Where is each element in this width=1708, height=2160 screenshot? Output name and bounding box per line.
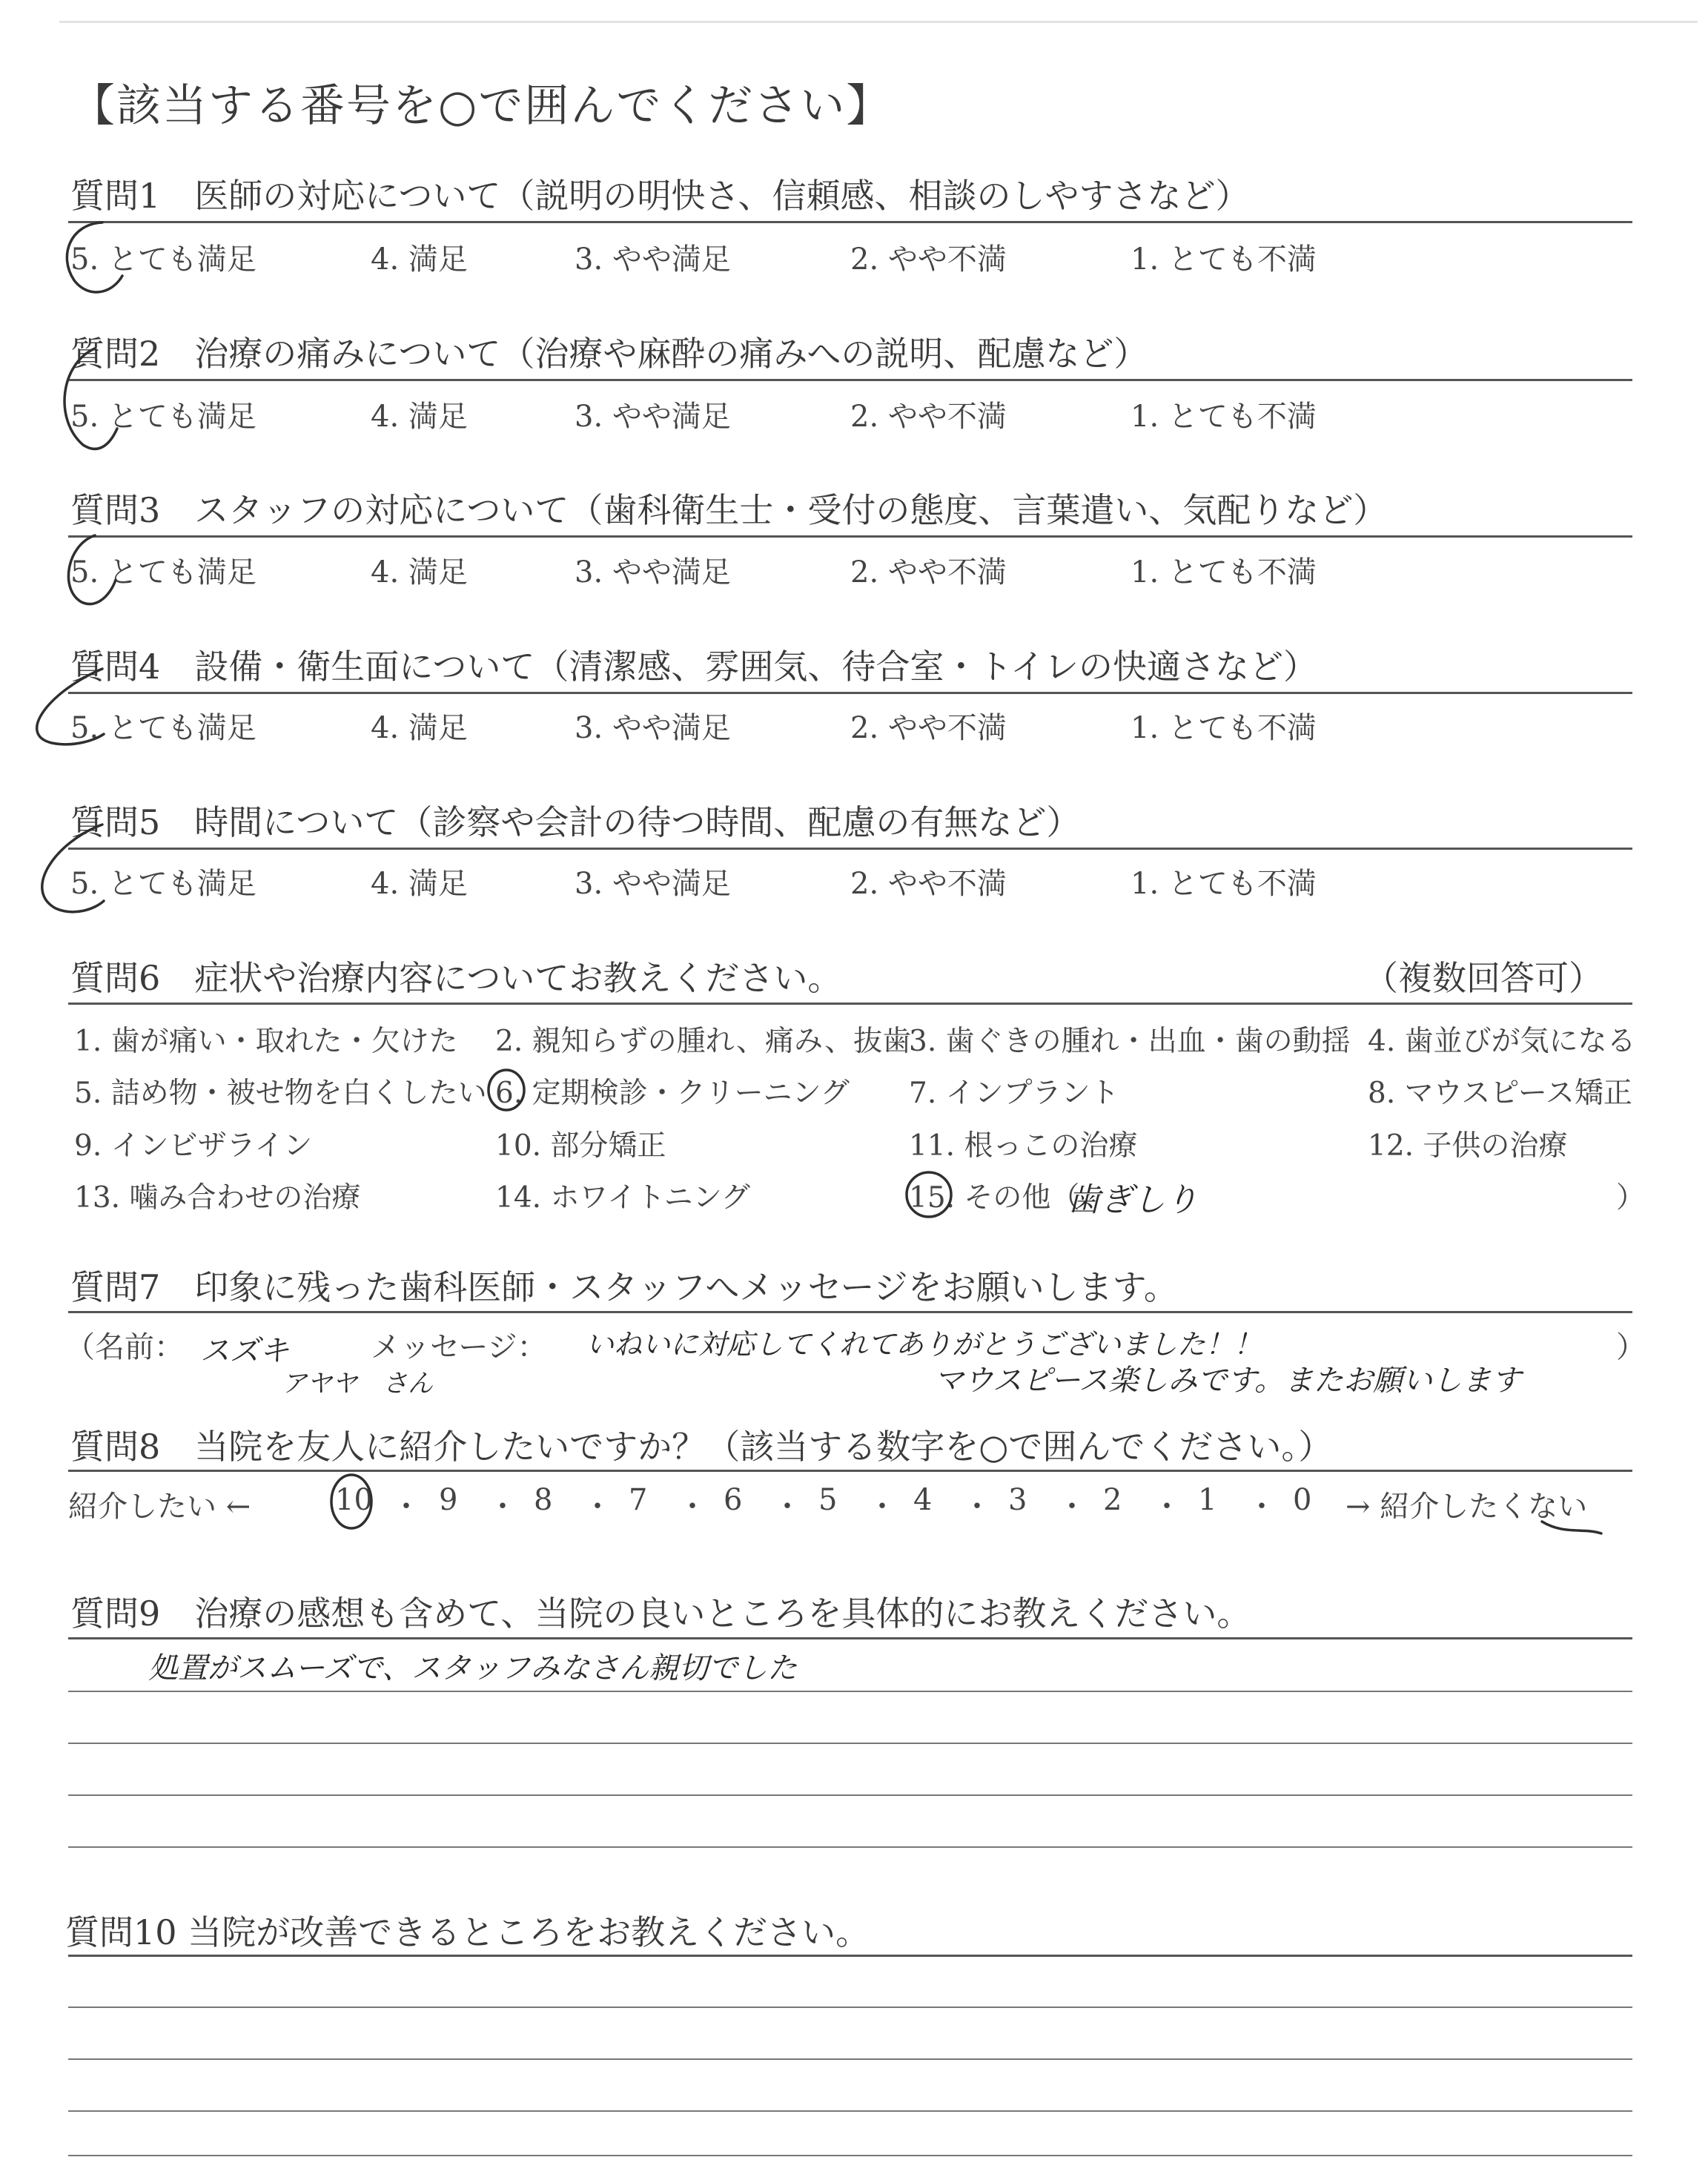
q8-dot: ・ bbox=[962, 1490, 992, 1524]
q8-dot: ・ bbox=[1152, 1490, 1182, 1524]
q7-name-line1: スズキ bbox=[200, 1334, 289, 1368]
q4-option-5[interactable]: 5. とても満足 bbox=[70, 711, 256, 745]
q3-option-4[interactable]: 4. 満足 bbox=[371, 555, 468, 589]
q6-other-close-paren: ） bbox=[1616, 1181, 1646, 1215]
q1-option-2[interactable]: 2. やや不満 bbox=[850, 242, 1007, 277]
q6-item-12[interactable]: 12. 子供の治療 bbox=[1368, 1129, 1568, 1163]
q6-item-15[interactable]: 15. その他（ bbox=[909, 1181, 1080, 1215]
q6-item-10[interactable]: 10. 部分矯正 bbox=[495, 1129, 666, 1163]
q5-option-4[interactable]: 4. 満足 bbox=[371, 867, 468, 901]
question-10-title: 質問10 当院が改善できるところをお教えください。 bbox=[65, 1912, 870, 1952]
q6-item-2[interactable]: 2. 親知らずの腫れ、痛み、抜歯 bbox=[495, 1025, 912, 1058]
question-10-rule bbox=[68, 1955, 1632, 1957]
q5-option-3[interactable]: 3. やや満足 bbox=[575, 867, 731, 901]
q3-option-2[interactable]: 2. やや不満 bbox=[850, 555, 1007, 589]
question-9-rule bbox=[68, 1637, 1632, 1639]
question-6-rule bbox=[68, 1003, 1632, 1005]
q8-scale-8[interactable]: 8 bbox=[534, 1483, 553, 1517]
q6-item-9[interactable]: 9. インビザライン bbox=[74, 1129, 313, 1163]
q1-option-1[interactable]: 1. とても不満 bbox=[1131, 242, 1317, 277]
q2-option-4[interactable]: 4. 満足 bbox=[371, 400, 468, 434]
question-9-title: 質問9 治療の感想も含めて、当院の良いところを具体的にお教えください。 bbox=[70, 1593, 1251, 1634]
question-6-note: （複数回答可） bbox=[1364, 958, 1603, 998]
q8-scale-0[interactable]: 0 bbox=[1293, 1483, 1312, 1517]
q6-item-14[interactable]: 14. ホワイトニング bbox=[495, 1181, 750, 1215]
q9-answer-line bbox=[68, 1846, 1632, 1848]
q8-scale-3[interactable]: 3 bbox=[1008, 1483, 1027, 1517]
q10-answer-line bbox=[68, 2155, 1632, 2156]
question-1-rule bbox=[68, 221, 1632, 223]
page-header: 【該当する番号を○で囲んでください】 bbox=[70, 80, 893, 132]
q3-option-5[interactable]: 5. とても満足 bbox=[70, 555, 256, 589]
question-3-title: 質問3 スタッフの対応について（歯科衛生士・受付の態度、言葉遣い、気配りなど） bbox=[70, 490, 1388, 530]
q8-dot: ・ bbox=[488, 1490, 517, 1524]
question-8-title: 質問8 当院を友人に紹介したいですか？（該当する数字を○で囲んでください。） bbox=[70, 1427, 1333, 1467]
q5-option-2[interactable]: 2. やや不満 bbox=[850, 867, 1007, 901]
q1-option-3[interactable]: 3. やや満足 bbox=[575, 242, 731, 277]
q7-message-line2: マウスピース楽しみです。またお願いします bbox=[934, 1364, 1521, 1398]
q4-option-3[interactable]: 3. やや満足 bbox=[575, 711, 731, 745]
q8-scale-4[interactable]: 4 bbox=[913, 1483, 933, 1517]
q8-scale-5[interactable]: 5 bbox=[818, 1483, 838, 1517]
q2-option-2[interactable]: 2. やや不満 bbox=[850, 400, 1007, 434]
q6-item-8[interactable]: 8. マウスピース矯正 bbox=[1368, 1077, 1632, 1110]
q5-option-1[interactable]: 1. とても不満 bbox=[1131, 867, 1317, 901]
question-1-title: 質問1 医師の対応について（説明の明快さ、信頼感、相談のしやすさなど） bbox=[70, 176, 1250, 216]
q5-option-5[interactable]: 5. とても満足 bbox=[70, 867, 256, 901]
q8-scale-7[interactable]: 7 bbox=[629, 1483, 648, 1517]
q2-option-1[interactable]: 1. とても不満 bbox=[1131, 400, 1317, 434]
question-5-title: 質問5 時間について（診察や会計の待つ時間、配慮の有無など） bbox=[70, 802, 1081, 842]
question-2-title: 質問2 治療の痛みについて（治療や麻酔の痛みへの説明、配慮など） bbox=[70, 334, 1148, 374]
q9-answer-line bbox=[68, 1691, 1632, 1692]
question-6-title: 質問6 症状や治療内容についてお教えください。 bbox=[70, 958, 842, 998]
q7-message-label: メッセージ： bbox=[371, 1330, 547, 1364]
q8-dot: ・ bbox=[678, 1490, 707, 1524]
q8-dot: ・ bbox=[391, 1490, 421, 1524]
q8-dot: ・ bbox=[1247, 1490, 1277, 1524]
q3-option-3[interactable]: 3. やや満足 bbox=[575, 555, 731, 589]
q8-scale-1[interactable]: 1 bbox=[1198, 1483, 1217, 1517]
q8-dot: ・ bbox=[583, 1490, 612, 1524]
question-7-rule bbox=[68, 1311, 1632, 1313]
q4-option-1[interactable]: 1. とても不満 bbox=[1131, 711, 1317, 745]
q6-item-4[interactable]: 4. 歯並びが気になる bbox=[1368, 1025, 1636, 1058]
q1-option-4[interactable]: 4. 満足 bbox=[371, 242, 468, 277]
q4-option-2[interactable]: 2. やや不満 bbox=[850, 711, 1007, 745]
q4-option-4[interactable]: 4. 満足 bbox=[371, 711, 468, 745]
q2-option-5[interactable]: 5. とても満足 bbox=[70, 400, 256, 434]
q9-answer-handwritten: 処置がスムーズで、スタッフみなさん親切でした bbox=[148, 1651, 798, 1685]
q8-dot: ・ bbox=[772, 1490, 802, 1524]
q10-answer-line bbox=[68, 2007, 1632, 2008]
q10-answer-line bbox=[68, 2110, 1632, 2112]
q1-option-5[interactable]: 5. とても満足 bbox=[70, 242, 256, 277]
q9-answer-line bbox=[68, 1794, 1632, 1796]
q6-other-handwritten: 歯ぎしり bbox=[1068, 1181, 1198, 1219]
q8-scale-9[interactable]: 9 bbox=[439, 1483, 458, 1517]
q6-item-6[interactable]: 6. 定期検診・クリーニング bbox=[495, 1077, 850, 1110]
q6-item-11[interactable]: 11. 根っこの治療 bbox=[909, 1129, 1138, 1163]
q2-option-3[interactable]: 3. やや満足 bbox=[575, 400, 731, 434]
q7-close-paren: ） bbox=[1616, 1330, 1646, 1364]
q9-answer-line bbox=[68, 1743, 1632, 1744]
q8-right-label: → 紹介したくない bbox=[1345, 1490, 1588, 1524]
q8-scale-2[interactable]: 2 bbox=[1103, 1483, 1122, 1517]
q7-name-line2: アヤヤ さん bbox=[282, 1369, 433, 1398]
q8-left-label: 紹介したい ← bbox=[68, 1490, 251, 1524]
q7-message-line1: いねいに対応してくれてありがとうございました！！ bbox=[586, 1328, 1262, 1361]
question-3-rule bbox=[68, 535, 1632, 538]
q6-item-3[interactable]: 3. 歯ぐきの腫れ・出血・歯の動揺 bbox=[909, 1025, 1351, 1058]
q8-dot: ・ bbox=[867, 1490, 897, 1524]
q8-dot: ・ bbox=[1057, 1490, 1087, 1524]
question-4-title: 質問4 設備・衛生面について（清潔感、雰囲気、待合室・トイレの快適さなど） bbox=[70, 647, 1318, 687]
q10-answer-line bbox=[68, 2058, 1632, 2060]
q8-scale-6[interactable]: 6 bbox=[724, 1483, 743, 1517]
scan-top-edge bbox=[59, 21, 1698, 23]
q6-item-13[interactable]: 13. 噛み合わせの治療 bbox=[74, 1181, 361, 1215]
question-5-rule bbox=[68, 848, 1632, 850]
q6-item-7[interactable]: 7. インプラント bbox=[909, 1077, 1119, 1110]
question-8-rule bbox=[68, 1470, 1632, 1472]
question-4-rule bbox=[68, 692, 1632, 694]
q7-name-label: （名前： bbox=[65, 1330, 184, 1364]
question-7-title: 質問7 印象に残った歯科医師・スタッフへメッセージをお願いします。 bbox=[70, 1267, 1178, 1307]
question-2-rule bbox=[68, 379, 1632, 381]
q6-item-1[interactable]: 1. 歯が痛い・取れた・欠けた bbox=[74, 1025, 458, 1058]
q3-option-1[interactable]: 1. とても不満 bbox=[1131, 555, 1317, 589]
q6-item-5[interactable]: 5. 詰め物・被せ物を白くしたい bbox=[74, 1077, 487, 1110]
q8-scale-10[interactable]: 10 bbox=[335, 1483, 373, 1517]
